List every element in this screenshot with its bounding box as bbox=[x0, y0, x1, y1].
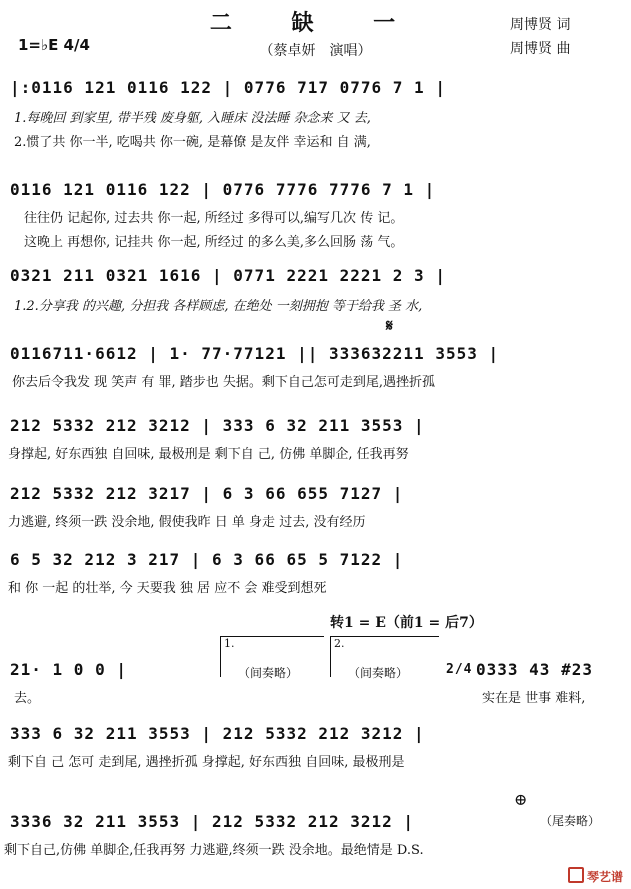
lyric-line: 你去后令我发 现 笑声 有 罪, 踏步也 失据。剩下自己怎可走到尾,遇挫折孤 bbox=[12, 375, 436, 390]
notation-line: 0321 211 0321 1616 | 0771 2221 2221 2 3 | bbox=[10, 266, 446, 285]
outro-note: （尾奏略） bbox=[540, 814, 601, 828]
modulation-lyric: 实在是 世事 难料, bbox=[482, 691, 586, 706]
song-title: 二 缺 一 bbox=[209, 10, 422, 36]
singer-credit: （蔡卓妍 演唱） bbox=[259, 43, 372, 59]
notation-line: 6 5 32 212 3 217 | 6 3 66 65 5 7122 | bbox=[10, 550, 404, 569]
notation-line: 212 5332 212 3217 | 6 3 66 655 7127 | bbox=[10, 484, 404, 503]
second-ending-label: 2. bbox=[334, 637, 345, 650]
key-signature: 1=♭E 4/4 bbox=[18, 36, 90, 54]
lyric-line: 2.惯了共 你一半, 吃喝共 你一碗, 是幕僚 是友伴 幸运和 自 满, bbox=[14, 135, 371, 150]
first-ending-label: 1. bbox=[224, 637, 235, 650]
modulation-text: 转1 = E（前1 = 后7） bbox=[330, 615, 483, 631]
lyric-line: 身撑起, 好东西独 自回味, 最极刑是 剩下自 己, 仿佛 单脚企, 任我再努 bbox=[8, 447, 409, 462]
notation-line: 0116 121 0116 122 | 0776 7776 7776 7 1 | bbox=[10, 180, 436, 199]
lyricist-credit: 周博贤 词 bbox=[510, 17, 571, 33]
time-signature: 2/4 bbox=[446, 662, 473, 677]
lyric-line: 这晚上 再想你, 记挂共 你一起, 所经过 的多么美,多么回肠 荡 气。 bbox=[24, 235, 404, 250]
notation-line: 333 6 32 211 3553 | 212 5332 212 3212 | bbox=[10, 724, 425, 743]
segno-mark: 𝄋 bbox=[386, 316, 393, 335]
watermark-logo bbox=[568, 867, 623, 885]
lyric-line: 和 你 一起 的壮举, 今 天要我 独 居 应不 会 难受到想死 bbox=[8, 581, 327, 596]
second-ending-interlude: （间奏略） bbox=[348, 666, 409, 680]
lyric-line: 力逃避, 终须一跌 没余地, 假使我昨 日 单 身走 过去, 没有经历 bbox=[8, 515, 366, 530]
lyric-line: 往往仍 记起你, 过去共 你一起, 所经过 多得可以,编写几次 传 记。 bbox=[24, 211, 404, 226]
first-ending-interlude: （间奏略） bbox=[238, 666, 299, 680]
notation-line: |:0116 121 0116 122 | 0776 717 0776 7 1 | bbox=[10, 78, 446, 97]
notation-line: 21· 1 0 0 | bbox=[10, 660, 127, 679]
notation-line: 0116711·6612 | 1· 77·77121 || 333632211 3553 | bbox=[10, 344, 500, 363]
watermark-text: 琴艺谱 bbox=[586, 870, 623, 884]
lyric-line: 剩下自 己 怎可 走到尾, 遇挫折孤 身撑起, 好东西独 自回味, 最极刑是 bbox=[8, 755, 405, 770]
lyric-line: 去。 bbox=[14, 691, 41, 706]
notation-line: 212 5332 212 3212 | 333 6 32 211 3553 | bbox=[10, 416, 425, 435]
modulation-notes: 0333 43 #23 bbox=[476, 660, 593, 679]
lyric-line: 剩下自己,仿佛 单脚企,任我再努 力逃避,终须一跌 没余地。最绝情是 D.S. bbox=[4, 843, 424, 858]
coda-mark: ⊕ bbox=[514, 790, 528, 809]
lyric-line: 1.每晚回 到家里, 带半残 废身躯, 入睡床 没法睡 杂念来 又 去, bbox=[14, 111, 371, 126]
logo-icon bbox=[568, 867, 584, 883]
composer-credit: 周博贤 曲 bbox=[510, 41, 571, 57]
lyric-line: 1.2.分享我 的兴趣, 分担我 各样顾虑, 在绝处 一刻拥抱 等于给我 圣 水, bbox=[14, 299, 423, 314]
notation-line: 3336 32 211 3553 | 212 5332 212 3212 | bbox=[10, 812, 415, 831]
